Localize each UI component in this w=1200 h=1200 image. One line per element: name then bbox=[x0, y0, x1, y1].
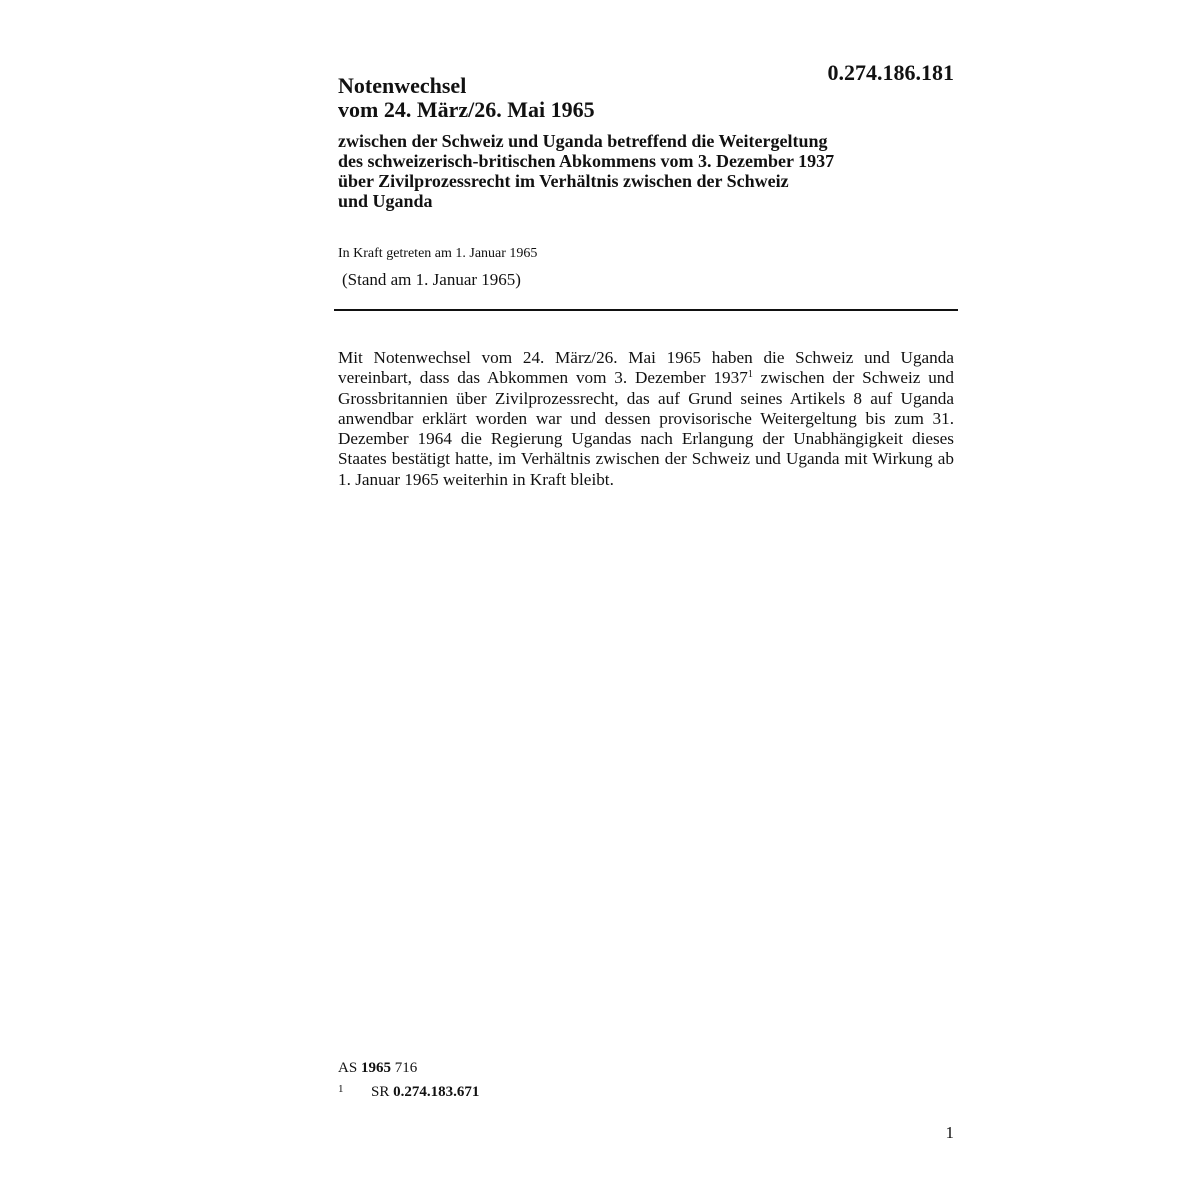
footnotes bbox=[338, 1058, 479, 1103]
footnote-1-sr-number: 0.274.183.671 bbox=[393, 1084, 480, 1100]
footnote-1-prefix: SR bbox=[371, 1084, 394, 1100]
footnote-1-marker: 1 bbox=[338, 1083, 344, 1095]
subtitle-line-2: des schweizerisch-britischen Abkommens vom 3. Dezember 1937 bbox=[338, 151, 835, 171]
title-line-2: vom 24. März/26. Mai 1965 bbox=[338, 97, 595, 122]
as-year: 1965 bbox=[360, 1060, 391, 1076]
subtitle-line-3: über Zivilprozessrecht im Verhältnis zwischen der Schweiz bbox=[338, 171, 789, 191]
body-text-part-2: zwischen der Schweiz und Grossbritannien über Zivilprozessrecht, das auf Grund seines Artikels 8 auf Uganda anwendbar erklärt worden war und dessen provisorische Weitergeltung bis zum 31. Dezember 1964 die Regierung Ugandas nach Erlangung der Unabhängigkeit dieses Staates bestätigt hatte, im Verhältnis zwischen der Schweiz und Uganda mit Wirkung ab 1. Januar 1965 weiterhin in Kraft bleibt. bbox=[338, 368, 954, 489]
subtitle-line-1: zwischen der Schweiz und Uganda betreffend die Weitergeltung bbox=[338, 131, 828, 151]
in-force-date: In Kraft getreten am 1. Januar 1965 bbox=[338, 246, 538, 261]
document-title bbox=[338, 74, 595, 122]
subtitle-line-4: und Uganda bbox=[338, 191, 433, 211]
source-reference bbox=[338, 1058, 479, 1079]
footnote-reference[interactable]: 1 bbox=[747, 369, 753, 381]
footnote-1 bbox=[338, 1079, 479, 1103]
as-page: 716 bbox=[390, 1060, 418, 1076]
body-text-part-1: Mit Notenwechsel vom 24. März/26. Mai 1965 haben die Schweiz und Uganda vereinbart, dass das Abkommen vom 3. Dezember 1937 bbox=[338, 348, 954, 388]
body-paragraph bbox=[338, 348, 954, 490]
as-prefix: AS bbox=[338, 1060, 361, 1076]
header-divider bbox=[334, 309, 958, 311]
document-subtitle bbox=[338, 131, 938, 211]
page-number: 1 bbox=[945, 1123, 954, 1142]
status-date: (Stand am 1. Januar 1965) bbox=[342, 270, 521, 289]
sr-number: 0.274.186.181 bbox=[827, 60, 954, 85]
title-line-1: Notenwechsel bbox=[338, 73, 467, 98]
